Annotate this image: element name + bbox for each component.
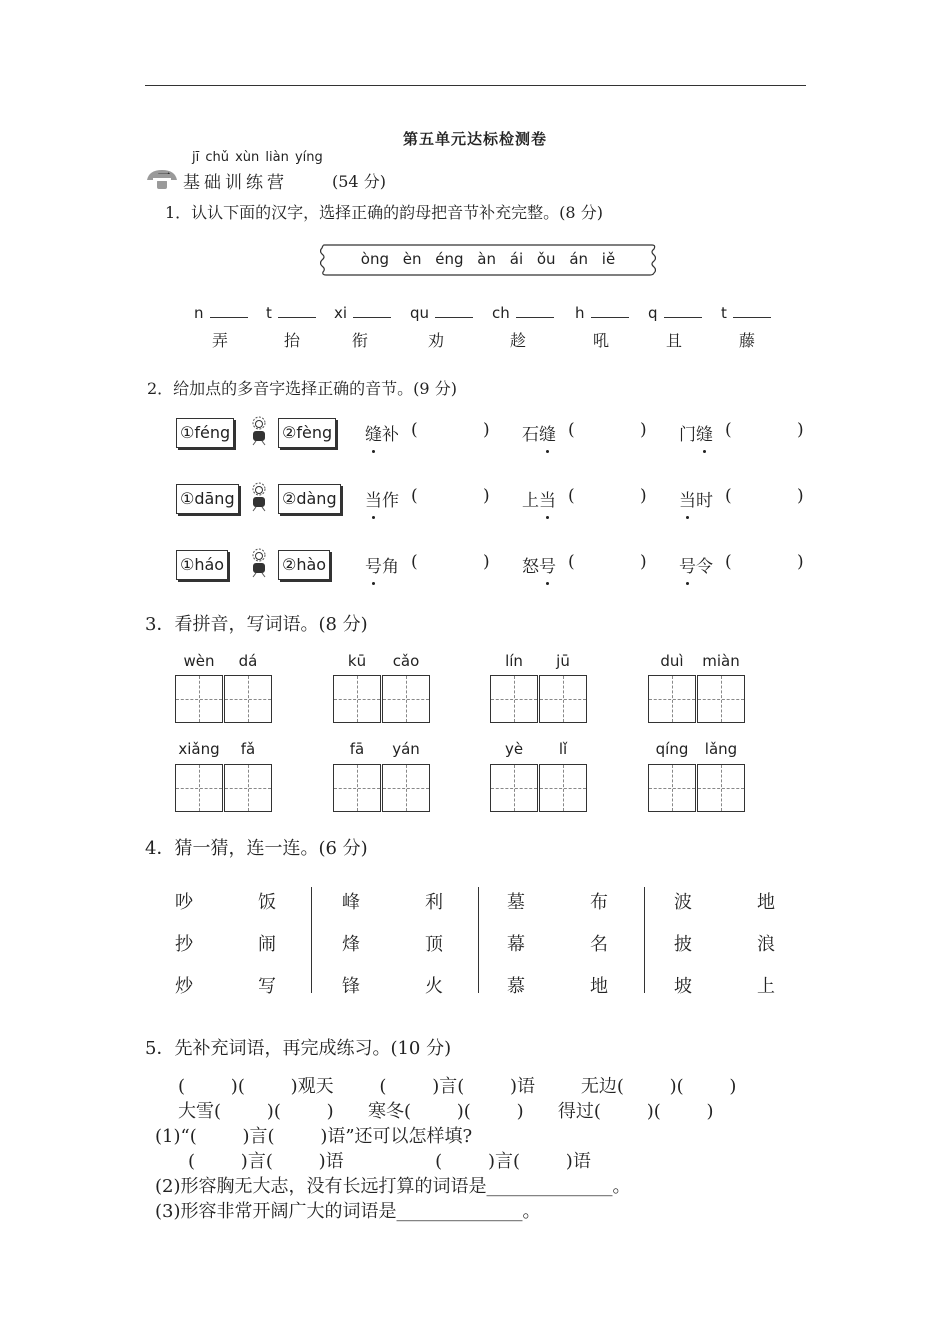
top-rule bbox=[145, 85, 806, 86]
initial-label: ch bbox=[492, 304, 510, 322]
q5-sub1: (1)“( )言( )语”还可以怎样填? bbox=[155, 1126, 473, 1147]
writing-cell[interactable] bbox=[175, 675, 223, 723]
answer-paren-close[interactable]: ) bbox=[640, 486, 647, 506]
syllable-blank[interactable] bbox=[492, 303, 554, 322]
dotted-char: 号 bbox=[539, 557, 556, 577]
match-left-char[interactable]: 坡 bbox=[674, 976, 692, 997]
cell-guide-v bbox=[514, 765, 515, 811]
group-divider bbox=[311, 887, 312, 993]
q2-prompt: 2．给加点的多音字选择正确的音节。(9 分) bbox=[147, 379, 457, 398]
initial-label: t bbox=[266, 304, 272, 322]
match-left-char[interactable]: 炒 bbox=[175, 976, 193, 997]
section-title: 基础训练营 bbox=[183, 173, 288, 193]
writing-cell[interactable] bbox=[648, 675, 696, 723]
initial-label: n bbox=[194, 304, 204, 322]
answer-line[interactable] bbox=[278, 303, 316, 318]
writing-cell[interactable] bbox=[697, 764, 745, 812]
dotted-char: 当 bbox=[679, 491, 696, 511]
writing-cell[interactable] bbox=[539, 675, 587, 723]
syllable-blank[interactable] bbox=[648, 303, 702, 322]
q5-sub2[interactable]: (2)形容胸无大志，没有长远打算的词语是______________。 bbox=[155, 1176, 631, 1197]
polyphone-word bbox=[365, 552, 399, 577]
polyphone-word bbox=[522, 486, 556, 511]
group-divider bbox=[478, 887, 479, 993]
answer-line[interactable] bbox=[516, 303, 554, 318]
cell-guide-v bbox=[406, 676, 407, 722]
pinyin-syllable: lín bbox=[505, 652, 523, 670]
cell-guide-v bbox=[672, 765, 673, 811]
word-char: 上 bbox=[522, 491, 539, 511]
q5-prompt: 5．先补充词语，再完成练习。(10 分) bbox=[145, 1038, 452, 1059]
match-right-char[interactable]: 地 bbox=[757, 892, 775, 913]
word-char: 门 bbox=[679, 425, 696, 445]
answer-paren-open[interactable]: ( bbox=[568, 486, 575, 506]
dotted-char: 当 bbox=[365, 491, 382, 511]
pinyin-syllable: miàn bbox=[702, 652, 740, 670]
answer-paren-close[interactable]: ) bbox=[797, 420, 804, 440]
match-right-char[interactable]: 饭 bbox=[258, 892, 276, 913]
writing-cell[interactable] bbox=[224, 764, 272, 812]
cell-guide-v bbox=[563, 676, 564, 722]
tone-option: ①dāng bbox=[176, 484, 239, 514]
dotted-char: 缝 bbox=[696, 425, 713, 445]
word-char: 怒 bbox=[522, 557, 539, 577]
match-left-char[interactable]: 慕 bbox=[507, 976, 525, 997]
match-left-char[interactable]: 披 bbox=[674, 934, 692, 955]
match-left-char[interactable]: 波 bbox=[674, 892, 692, 913]
answer-paren-open[interactable]: ( bbox=[725, 552, 732, 572]
pinyin-syllable: xiǎng bbox=[178, 740, 220, 758]
tone-option: ②hào bbox=[278, 550, 330, 580]
match-left-char[interactable]: 幕 bbox=[507, 934, 525, 955]
writing-cell[interactable] bbox=[697, 675, 745, 723]
syllable-blank[interactable] bbox=[194, 303, 248, 322]
svg-text:一: 一 bbox=[157, 168, 171, 183]
mascot-icon bbox=[248, 547, 270, 581]
pinyin-syllable: lǎng bbox=[704, 740, 738, 758]
match-right-char[interactable]: 利 bbox=[425, 892, 443, 913]
cell-guide-v bbox=[199, 676, 200, 722]
answer-paren-open[interactable]: ( bbox=[725, 420, 732, 440]
q1-prompt: 1．认认下面的汉字，选择正确的韵母把音节补充完整。(8 分) bbox=[165, 203, 603, 222]
match-left-char[interactable]: 峰 bbox=[342, 892, 360, 913]
section-score: (54 分) bbox=[332, 172, 386, 191]
hanzi-char: 劝 bbox=[427, 331, 444, 350]
hanzi-char: 藤 bbox=[738, 331, 755, 350]
writing-cell[interactable] bbox=[382, 764, 430, 812]
finals-list: òng èn éng àn ái ǒu án iě bbox=[360, 250, 616, 268]
hanzi-char: 弄 bbox=[211, 331, 228, 350]
cell-guide-v bbox=[248, 765, 249, 811]
tone-option: ②dàng bbox=[278, 484, 341, 514]
answer-paren-open[interactable]: ( bbox=[411, 420, 418, 440]
polyphone-word bbox=[679, 420, 713, 445]
q5-sub3[interactable]: (3)形容非常开阔广大的词语是______________。 bbox=[155, 1201, 541, 1222]
pinyin-syllable: lǐ bbox=[558, 740, 568, 758]
polyphone-word bbox=[522, 420, 556, 445]
hanzi-char: 吼 bbox=[592, 331, 609, 350]
cell-guide-v bbox=[357, 765, 358, 811]
writing-cell[interactable] bbox=[224, 675, 272, 723]
answer-line[interactable] bbox=[733, 303, 771, 318]
hanzi-char: 衔 bbox=[351, 331, 368, 350]
word-char: 时 bbox=[696, 491, 713, 511]
writing-cell[interactable] bbox=[175, 764, 223, 812]
writing-cell[interactable] bbox=[333, 764, 381, 812]
dotted-char: 缝 bbox=[539, 425, 556, 445]
answer-paren-close[interactable]: ) bbox=[797, 552, 804, 572]
tone-option: ①féng bbox=[176, 418, 234, 448]
word-char: 角 bbox=[382, 557, 399, 577]
cell-guide-v bbox=[721, 676, 722, 722]
answer-line[interactable] bbox=[210, 303, 248, 318]
match-right-char[interactable]: 顶 bbox=[425, 934, 443, 955]
hanzi-char: 抬 bbox=[283, 331, 300, 350]
syllable-blank[interactable] bbox=[575, 303, 629, 322]
tone-option: ①háo bbox=[176, 550, 228, 580]
polyphone-word bbox=[522, 552, 556, 577]
pinyin-syllable: fā bbox=[349, 740, 365, 758]
match-left-char[interactable]: 抄 bbox=[175, 934, 193, 955]
match-left-char[interactable]: 吵 bbox=[175, 892, 193, 913]
syllable-blank[interactable] bbox=[721, 303, 771, 322]
initial-label: t bbox=[721, 304, 727, 322]
answer-paren-open[interactable]: ( bbox=[411, 486, 418, 506]
answer-line[interactable] bbox=[435, 303, 473, 318]
answer-line[interactable] bbox=[353, 303, 391, 318]
pinyin-syllable: fǎ bbox=[240, 740, 256, 758]
pinyin-syllable: qíng bbox=[655, 740, 689, 758]
syllable-blank[interactable] bbox=[266, 303, 316, 322]
pinyin-syllable: yán bbox=[392, 740, 420, 758]
word-char: 令 bbox=[696, 557, 713, 577]
pinyin-syllable: dá bbox=[238, 652, 258, 670]
cell-guide-v bbox=[672, 676, 673, 722]
polyphone-word bbox=[365, 486, 399, 511]
match-left-char[interactable]: 墓 bbox=[507, 892, 525, 913]
hanzi-char: 趁 bbox=[509, 331, 526, 350]
cell-guide-v bbox=[199, 765, 200, 811]
answer-paren-open[interactable]: ( bbox=[568, 420, 575, 440]
dotted-char: 号 bbox=[365, 557, 382, 577]
match-right-char[interactable]: 上 bbox=[757, 976, 775, 997]
q3-prompt: 3．看拼音，写词语。(8 分) bbox=[145, 614, 368, 635]
match-right-char[interactable]: 火 bbox=[425, 976, 443, 997]
mascot-icon bbox=[248, 415, 270, 449]
dotted-char: 当 bbox=[539, 491, 556, 511]
cell-guide-v bbox=[248, 676, 249, 722]
writing-cell[interactable] bbox=[539, 764, 587, 812]
polyphone-word bbox=[679, 486, 713, 511]
answer-paren-open[interactable]: ( bbox=[411, 552, 418, 572]
cell-guide-v bbox=[721, 765, 722, 811]
match-right-char[interactable]: 布 bbox=[590, 892, 608, 913]
answer-paren-close[interactable]: ) bbox=[640, 552, 647, 572]
hanzi-char: 且 bbox=[665, 331, 682, 350]
writing-cell[interactable] bbox=[490, 764, 538, 812]
answer-paren-close[interactable]: ) bbox=[483, 486, 490, 506]
answer-paren-close[interactable]: ) bbox=[640, 420, 647, 440]
answer-paren-open[interactable]: ( bbox=[568, 552, 575, 572]
pinyin-syllable: jū bbox=[556, 652, 570, 670]
match-right-char[interactable]: 浪 bbox=[757, 934, 775, 955]
word-char: 作 bbox=[382, 491, 399, 511]
answer-paren-close[interactable]: ) bbox=[483, 552, 490, 572]
answer-paren-open[interactable]: ( bbox=[725, 486, 732, 506]
q5-sub1-blanks[interactable]: ( )言( )语 ( )言( )语 bbox=[188, 1151, 591, 1172]
dotted-char: 缝 bbox=[365, 425, 382, 445]
q4-prompt: 4．猜一猜，连一连。(6 分) bbox=[145, 838, 368, 859]
cell-guide-v bbox=[514, 676, 515, 722]
pinyin-syllable: wèn bbox=[183, 652, 215, 670]
pinyin-syllable: cǎo bbox=[392, 652, 420, 670]
initial-label: xi bbox=[334, 304, 348, 322]
mascot-icon bbox=[248, 481, 270, 515]
cell-guide-v bbox=[563, 765, 564, 811]
writing-cell[interactable] bbox=[382, 675, 430, 723]
polyphone-word bbox=[679, 552, 713, 577]
pinyin-syllable: yè bbox=[504, 740, 524, 758]
dotted-char: 号 bbox=[679, 557, 696, 577]
word-char: 石 bbox=[522, 425, 539, 445]
answer-line[interactable] bbox=[664, 303, 702, 318]
initial-label: h bbox=[575, 304, 585, 322]
writing-cell[interactable] bbox=[333, 675, 381, 723]
match-right-char[interactable]: 名 bbox=[590, 934, 608, 955]
initial-label: qu bbox=[410, 304, 430, 322]
match-right-char[interactable]: 闹 bbox=[258, 934, 276, 955]
answer-paren-close[interactable]: ) bbox=[483, 420, 490, 440]
page-title: 第五单元达标检测卷 bbox=[402, 130, 547, 148]
initial-label: q bbox=[648, 304, 658, 322]
mushroom-icon bbox=[145, 168, 179, 190]
q5-line1[interactable]: ( )( )观天 ( )言( )语 无边( )( ) bbox=[178, 1076, 737, 1097]
pinyin-syllable: duì bbox=[660, 652, 684, 670]
word-char: 补 bbox=[382, 425, 399, 445]
q5-line2[interactable]: 大雪( )( ) 寒冬( )( ) 得过( )( ) bbox=[178, 1101, 714, 1122]
pinyin-syllable: kū bbox=[347, 652, 367, 670]
group-divider bbox=[644, 887, 645, 993]
syllable-blank[interactable] bbox=[334, 303, 391, 322]
answer-paren-close[interactable]: ) bbox=[797, 486, 804, 506]
section-pinyin: jī chǔ xùn liàn yíng bbox=[192, 150, 323, 165]
match-left-char[interactable]: 烽 bbox=[342, 934, 360, 955]
match-right-char[interactable]: 写 bbox=[258, 976, 276, 997]
tone-option: ②fèng bbox=[278, 418, 336, 448]
match-left-char[interactable]: 锋 bbox=[342, 976, 360, 997]
writing-cell[interactable] bbox=[490, 675, 538, 723]
writing-cell[interactable] bbox=[648, 764, 696, 812]
syllable-blank[interactable] bbox=[410, 303, 473, 322]
polyphone-word bbox=[365, 420, 399, 445]
cell-guide-v bbox=[406, 765, 407, 811]
match-right-char[interactable]: 地 bbox=[590, 976, 608, 997]
cell-guide-v bbox=[357, 676, 358, 722]
answer-line[interactable] bbox=[591, 303, 629, 318]
